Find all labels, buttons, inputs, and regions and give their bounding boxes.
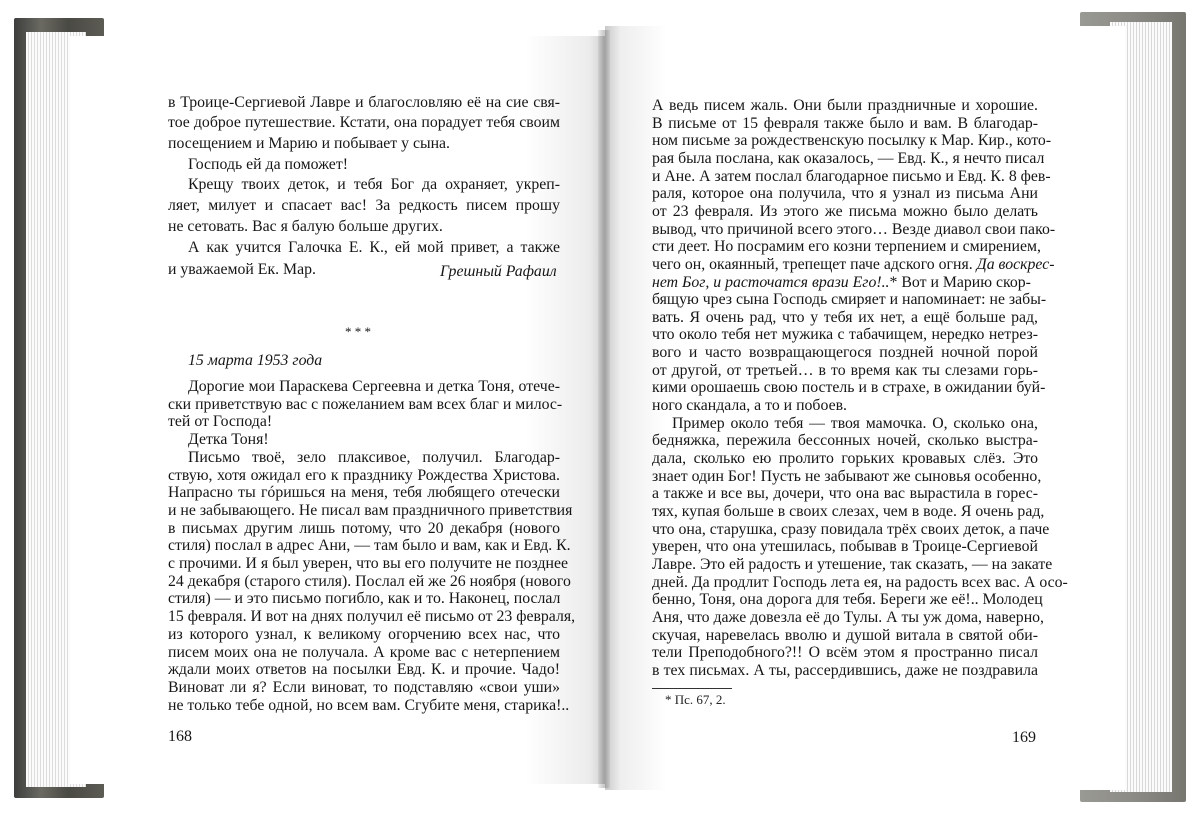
text-line: Напрасно ты гóришься на меня, тебя любящего отечески [168, 484, 560, 502]
text-line: Господь ей да поможет! [188, 156, 348, 173]
text-line: бящую чрез сына Господь смиряет и напоминает: не забы- [652, 291, 1047, 309]
text-line: ски приветствую вас с пожеланием вам всех благ и милос- [168, 395, 563, 413]
text-line: в тех письмах. А ты, рассердившись, даже не поздравила [652, 661, 1038, 679]
quote-text: Да воскрес- [976, 255, 1055, 273]
text-line: посещением и Марию и побывает у сына. [168, 135, 450, 152]
text-line: ном письме за рождественскую посылку к Мар. Кир., кото- [652, 132, 1052, 150]
text-line: Виноват ли я? Если виноват, то подставляю «свои уши» [168, 678, 560, 696]
text-line: кими орошаешь свою постель и в страхе, в ожидании буй- [652, 379, 1046, 397]
text-line: скучая, наревелась вволю и душой витала в святой оби- [652, 626, 1038, 644]
text-line: тели Преподобного?!! О всём этом я пространно писал [652, 644, 1038, 662]
text-line: В письме от 15 февраля также было и вам. В благодар- [652, 114, 1038, 132]
text-line: знает один Бог! Пусть не забывают же сыновья особенно, [652, 467, 1042, 485]
text-line: ляет, милует и спасает вас! За редкость писем прошу [168, 197, 560, 214]
signature-text: Грешный Рафаил [440, 263, 557, 280]
text-line: стиля) послал в адрес Ани, — там было и вам, как и Евд. К. [168, 537, 571, 555]
footnote: * Пс. 67, 2. [665, 692, 726, 707]
text-line: 24 декабря (старого стиля). Послал ей же 26 ноября (нового [168, 572, 571, 590]
text-line: Дорогие мои Параскева Сергеевна и детка Тоня, отече- [188, 378, 560, 395]
text-line: уверен, что она утешилась, побывав в Троице-Сергиевой [652, 538, 1038, 556]
text-line: ждали моих ответов на посылки Евд. К. и прочие. Чадо! [168, 661, 560, 679]
letter-date: 15 марта 1953 года [188, 352, 323, 369]
page-number-right: 169 [1012, 729, 1036, 746]
text-line: тей от Господа! [168, 413, 273, 431]
text-line: что около тебя нет мужика с табачищем, нередко нетрез- [652, 326, 1038, 344]
text-line: тое доброе путешествие. Кстати, она порадует тебя своим [168, 114, 560, 131]
text-line: вого и часто возвращающегося поздней ночной порой [652, 344, 1038, 362]
text-line: 15 февраля. И вот на днях получил её письмо от 23 февраля, [168, 608, 576, 626]
text-line: в Троице-Сергиевой Лавре и благословляю её на сие свя- [168, 94, 560, 111]
text-run: чего он, окаянный, трепещет паче адского огня. [652, 255, 973, 273]
text-line: Крещу твоих деток, и тебя Бог да охраняет, укреп- [188, 176, 560, 193]
quote-text: нет Бог, и расточатся врази Его!.. [652, 273, 890, 291]
text-run: * Вот и Марию скор- [889, 273, 1031, 291]
text-line: бедняжка, пережила бессонных ночей, сколько выстра- [652, 432, 1038, 450]
text-line: писем моих она не получала. А кроме вас с нетерпением [168, 643, 560, 661]
text-line: Письмо твоё, зело плаксивое, получил. Благодар- [188, 448, 560, 466]
text-line: ного скандала, а то и побоев. [652, 397, 847, 415]
section-separator: * * * [345, 324, 371, 339]
text-line: А как учится Галочка Е. К., ей мой привет, а также [188, 239, 560, 256]
text-line: вывод, что причиной всего этого… Везде диавол свои пако- [652, 220, 1056, 238]
book-gutter [598, 30, 610, 788]
text-line: и не забывающего. Не писал вам праздничного приветствия [168, 501, 573, 519]
text-line: из которого узнал, к великому огорчению всех нас, что [168, 625, 560, 643]
text-line: стиля) — и это письмо погибло, как и то. Наконец, послал [168, 590, 561, 608]
text-line: сти деет. Но посрамим его козни терпением и смирением, [652, 238, 1041, 256]
text-line: от 23 февраля. Из этого же письма можно было делать [652, 202, 1038, 220]
text-line: дней. Да продлит Господь лета ея, на радость всех вас. А осо- [652, 573, 1068, 591]
text-line: Аня, что даже довезла её до Тулы. А ты уж дома, наверно, [652, 608, 1044, 626]
text-line: дала, сколько ею пролито горьких кровавых слёз. Это [652, 450, 1038, 467]
text-line: не сетовать. Вас я балую больше других. [168, 218, 443, 235]
text-line: Детка Тоня! [188, 431, 269, 449]
text-line: а также и все вы, дочери, что она вас вырастила в горес- [652, 485, 1038, 503]
text-line: Лавре. Это ей радость и утешение, так сказать, — на закате [652, 555, 1053, 573]
text-line: тях, купая больше в своих слезах, чем в воде. Я очень рад, [652, 502, 1045, 520]
text-line: бенно, Тоня, она дорога для тебя. Береги же её!.. Молодец [652, 591, 1043, 609]
text-line: вать. Я очень рад, что у тебя их нет, а ещё больше рад, [652, 308, 1038, 326]
page-number-left: 168 [168, 728, 192, 745]
text-line: рая была послана, как оказалось, — Евд. К., я нечто писал [652, 149, 1045, 167]
footnote-rule [652, 688, 732, 689]
text-line: ствую, хотя ожидал его к празднику Рождества Христова. [168, 466, 560, 484]
text-line: и Ане. А затем послал благодарное письмо и Евд. К. 8 фев- [652, 167, 1051, 185]
text-line: в письмах другим лишь потому, что 20 декабря (нового [168, 519, 560, 537]
text-line: от другой, от третьей… в то время как ты слезами горь- [652, 361, 1038, 379]
text-line: А ведь писем жаль. Они были праздничные и хорошие. [652, 97, 1038, 114]
text-line: и уважаемой Ек. Мар. [168, 261, 316, 278]
text-line: что она, старушка, сразу повидала трёх своих деток, а паче [652, 520, 1050, 538]
text-line: Пример около тебя — твоя мамочка. О, сколько она, [672, 414, 1038, 432]
text-line: с прочими. И я был уверен, что вы его получите не позднее [168, 555, 569, 572]
text-line: раля, которое она получила, что я узнал из письма Ани [652, 185, 1038, 203]
text-line: не только тебе одной, но всем вам. Сгубите меня, старика!.. [168, 696, 570, 714]
